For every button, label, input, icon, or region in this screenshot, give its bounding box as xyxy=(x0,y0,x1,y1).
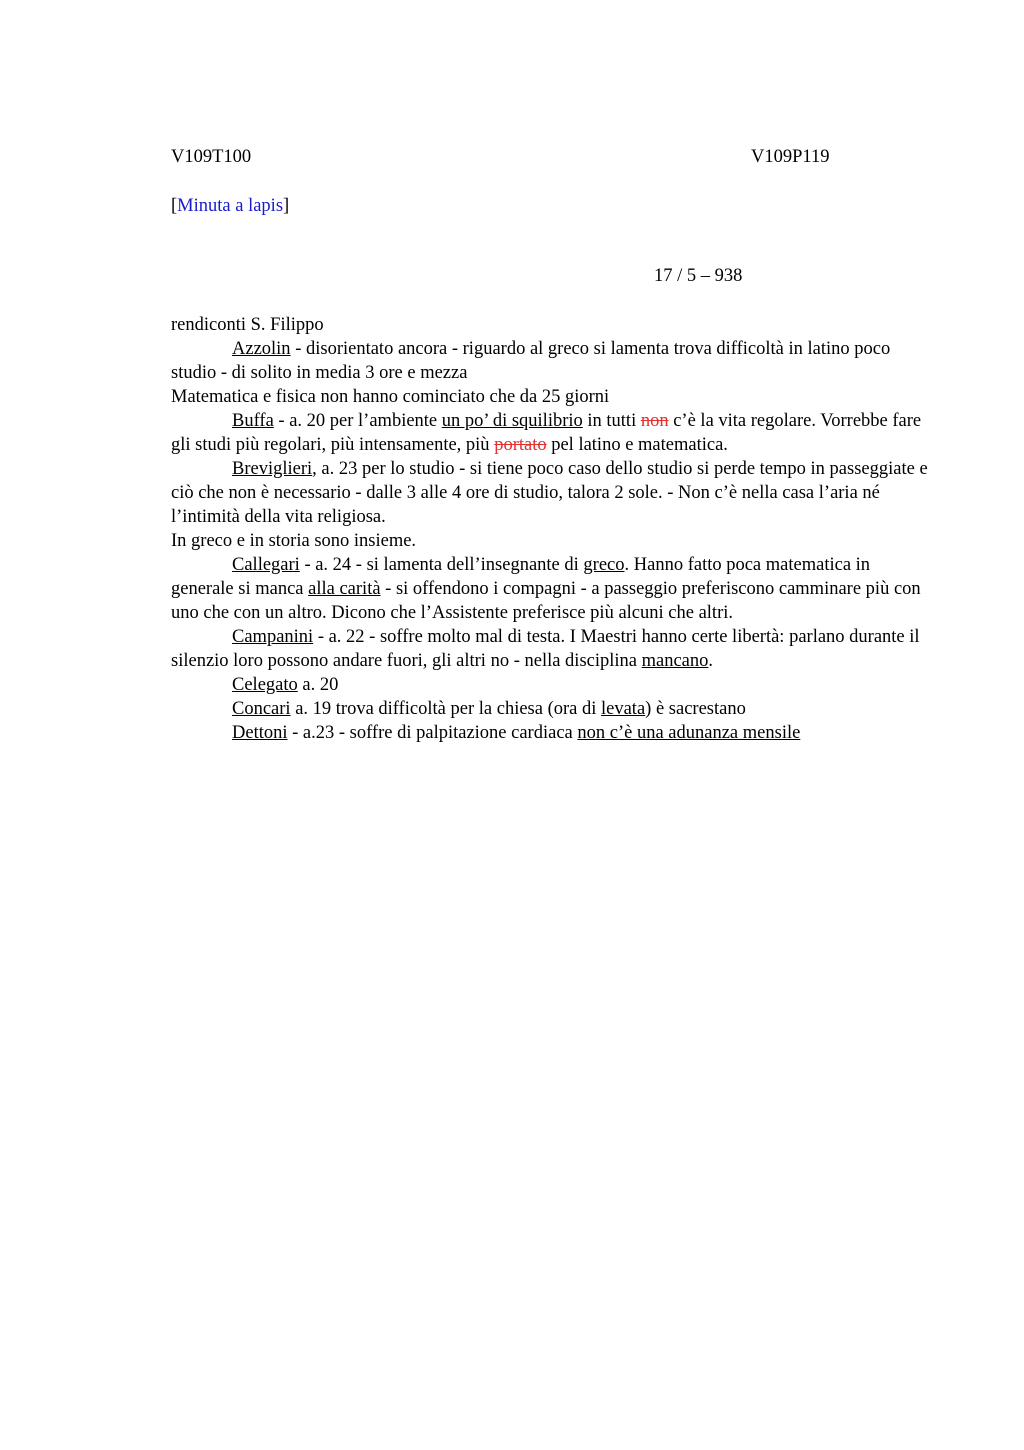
entry-celegato xyxy=(171,673,931,697)
entry-text: c’è la vita regolare. Vorrebbe fare gli studi più regolari, più intensamente, più xyxy=(171,411,922,455)
open-bracket: [ xyxy=(171,196,178,216)
minuta-note xyxy=(171,196,289,217)
entry-breviglieri xyxy=(171,457,931,529)
entry-campanini xyxy=(171,625,931,673)
entry-concari xyxy=(171,697,931,721)
document-date: 17 / 5 – 938 xyxy=(654,266,743,286)
deleted-word: portato xyxy=(494,435,547,455)
entry-name: Campanini xyxy=(232,627,314,647)
entry-text: in tutti xyxy=(582,411,641,431)
entry-name: Azzolin xyxy=(232,339,291,359)
entry-text: - a.23 - soffre di palpitazione cardiaca xyxy=(287,723,578,743)
entry-text: - disorientato ancora - riguardo al greco si lamenta trova difficoltà in latino poco studio - di solito in media 3 ore e mezza xyxy=(171,339,891,383)
deleted-word: non xyxy=(640,411,669,431)
underlined-phrase: un po’ di squilibrio xyxy=(441,411,583,431)
entry-text: , a. 23 per lo studio - si tiene poco caso dello studio si perde tempo in passeggiate e ciò che non è necessario - dalle 3 alle 4 ore di studio, talora 2 sole. - Non c’è nella casa l’aria né l’intimità della vita religiosa. xyxy=(171,459,928,527)
entry-name: Concari xyxy=(232,699,291,719)
entry-text: a. 20 xyxy=(297,675,339,695)
entry-buffa xyxy=(171,409,931,457)
header-left-code: V109T100 xyxy=(171,147,252,167)
entry-azzolin xyxy=(171,337,931,385)
entry-callegari xyxy=(171,553,931,625)
entry-text: ) è sacrestano xyxy=(645,699,746,719)
entry-name: Dettoni xyxy=(232,723,288,743)
entry-text: . xyxy=(708,651,714,671)
entry-dettoni xyxy=(171,721,931,745)
underlined-phrase: alla carità xyxy=(308,579,381,599)
minuta-label: Minuta a lapis xyxy=(177,196,284,216)
report-body xyxy=(171,313,931,745)
underlined-phrase: greco xyxy=(583,555,625,575)
greco-line: In greco e in storia sono insieme. xyxy=(171,531,417,551)
underlined-phrase: non c’è una adunanza mensile xyxy=(577,723,801,743)
entry-name: Callegari xyxy=(232,555,300,575)
entry-text: a. 19 trova difficoltà per la chiesa (ora di xyxy=(290,699,601,719)
math-line: Matematica e fisica non hanno cominciato che da 25 giorni xyxy=(171,387,610,407)
entry-text: - a. 24 - si lamenta dell’insegnante di xyxy=(299,555,584,575)
entry-text: pel latino e matematica. xyxy=(546,435,728,455)
entry-text: - a. 22 - soffre molto mal di testa. I Maestri hanno certe libertà: parlano durante il silenzio loro possono andare fuori, gli altri no - nella disciplina xyxy=(171,627,920,671)
entry-text: - si offendono i compagni - a passeggio preferiscono camminare più con uno che con un altro. Dicono che l’Assistente preferisce più alcuni che altri. xyxy=(171,579,921,623)
entry-text: - a. 20 per l’ambiente xyxy=(273,411,442,431)
underlined-phrase: levata xyxy=(601,699,646,719)
entry-name: Breviglieri xyxy=(232,459,313,479)
close-bracket: ] xyxy=(283,196,290,216)
entry-text: . Hanno fatto poca matematica in generale si manca xyxy=(171,555,871,599)
header-right-code: V109P119 xyxy=(751,147,830,167)
underlined-phrase: mancano xyxy=(641,651,709,671)
report-title: rendiconti S. Filippo xyxy=(171,315,324,335)
entry-name: Celegato xyxy=(232,675,298,695)
entry-name: Buffa xyxy=(232,411,274,431)
